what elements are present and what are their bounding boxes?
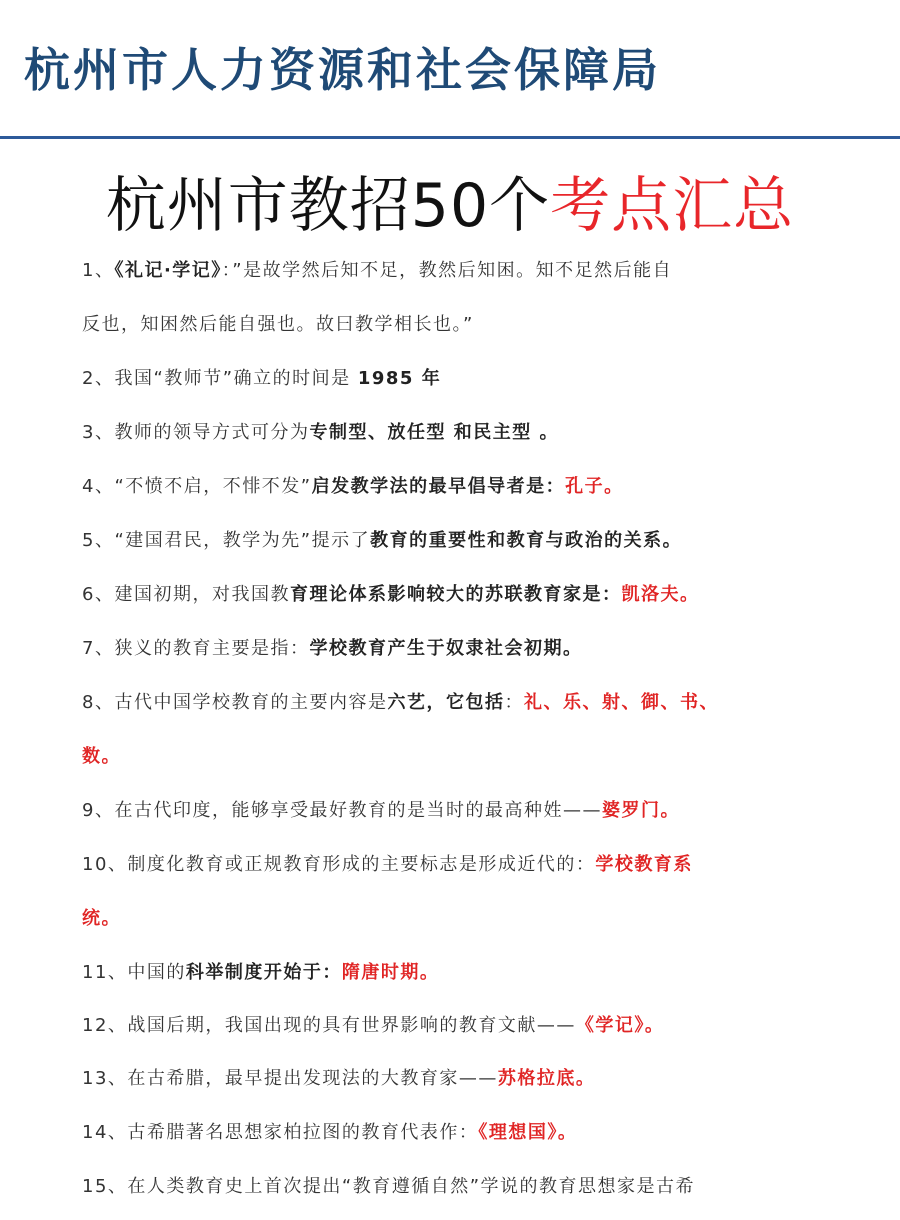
item-text: 中国的: [127, 962, 186, 983]
answer-text: 婆罗门。: [601, 800, 680, 821]
answer-text: 《学记》。: [575, 1015, 665, 1036]
list-item: [82, 1166, 822, 1220]
item-text: 古希腊著名思想家柏拉图的教育代表作：: [127, 1122, 479, 1143]
list-item: [82, 520, 822, 574]
answer-text: 凯洛夫。: [621, 584, 700, 605]
list-item: [82, 1112, 822, 1166]
key-term: 育理论体系影响较大的苏联教育家是：: [289, 584, 622, 605]
item-text: 战国后期，我国出现的具有世界影响的教育文献——: [127, 1015, 576, 1036]
item-text: ：”是故学然后知不足，教然后知困。知不足然后能自: [221, 260, 673, 281]
title-highlight: 考点汇总: [550, 171, 795, 241]
key-term: 1985 年: [357, 368, 442, 389]
list-item: [82, 358, 822, 412]
item-text: 在人类教育史上首次提出“教育遵循自然”学说的教育思想家是古希: [127, 1176, 696, 1197]
list-item: [82, 574, 822, 628]
item-number: 10、: [82, 854, 128, 875]
item-text: “建国君民，教学为先”提示了: [114, 530, 371, 551]
agency-title: 杭州市人力资源和社会保障局: [24, 43, 661, 97]
item-text: 狭义的教育主要是指：: [114, 638, 310, 659]
list-item: [82, 952, 822, 1005]
key-term: 专制型、放任型 和民主型 。: [309, 422, 559, 443]
item-number: 4、: [82, 476, 115, 497]
item-number: 6、: [82, 584, 115, 605]
header-divider: [0, 136, 900, 139]
answer-text: 礼、乐、射、御、书、: [523, 692, 719, 713]
list-item: [82, 466, 822, 520]
item-text: 制度化教育或正规教育形成的主要标志是形成近代的：: [127, 854, 596, 875]
answer-text: 统。: [82, 908, 121, 929]
list-item: [82, 304, 822, 358]
item-number: 11、: [82, 962, 128, 983]
header: [0, 0, 900, 140]
item-text: 反也，知困然后能自强也。故曰教学相长也。”: [82, 314, 474, 335]
key-term: 六艺，它包括: [387, 692, 505, 713]
item-number: 2、: [82, 368, 115, 389]
answer-text: 学校教育系: [595, 854, 693, 875]
item-number: 8、: [82, 692, 115, 713]
list-item: [82, 628, 822, 682]
list-item: [82, 682, 822, 736]
item-text: 在古代印度，能够享受最好教育的是当时的最高种姓——: [114, 800, 602, 821]
item-text: 古代中国学校教育的主要内容是: [114, 692, 388, 713]
title-main: 杭州市教招50个: [105, 171, 551, 241]
key-term: 科举制度开始于：: [185, 962, 342, 983]
answer-text: 隋唐时期。: [341, 962, 440, 983]
key-term: 《礼记·学记》: [114, 260, 222, 281]
list-item: [82, 250, 822, 304]
item-number: 1、: [82, 260, 115, 281]
item-number: 12、: [82, 1015, 128, 1036]
answer-text: 数。: [82, 746, 121, 767]
item-text: 在古希腊，最早提出发现法的大教育家——: [127, 1068, 498, 1089]
item-text: “不愤不启，不悱不发”: [114, 476, 312, 497]
key-term: 启发教学法的最早倡导者是：: [311, 476, 566, 497]
item-number: 9、: [82, 800, 115, 821]
answer-text: 苏格拉底。: [497, 1068, 596, 1089]
list-item: [82, 790, 822, 844]
item-number: 14、: [82, 1122, 128, 1143]
answer-text: 《理想国》。: [478, 1122, 578, 1143]
page-title: [0, 158, 900, 244]
item-text: ：: [504, 692, 524, 713]
answer-text: 孔子。: [565, 476, 624, 497]
item-number: 5、: [82, 530, 115, 551]
exam-points-list: [82, 250, 822, 1220]
list-item: [82, 1058, 822, 1112]
list-item: [82, 412, 822, 466]
item-text: 我国“教师节”确立的时间是: [114, 368, 358, 389]
list-item: [82, 1005, 822, 1058]
item-number: 15、: [82, 1176, 128, 1197]
list-item: [82, 898, 822, 952]
item-number: 3、: [82, 422, 115, 443]
item-number: 13、: [82, 1068, 128, 1089]
item-text: 教师的领导方式可分为: [114, 422, 310, 443]
key-term: 学校教育产生于奴隶社会初期。: [309, 638, 583, 659]
item-number: 7、: [82, 638, 115, 659]
list-item: [82, 844, 822, 898]
list-item: [82, 736, 822, 790]
key-term: 教育的重要性和教育与政治的关系。: [370, 530, 683, 551]
item-text: 建国初期，对我国教: [114, 584, 290, 605]
